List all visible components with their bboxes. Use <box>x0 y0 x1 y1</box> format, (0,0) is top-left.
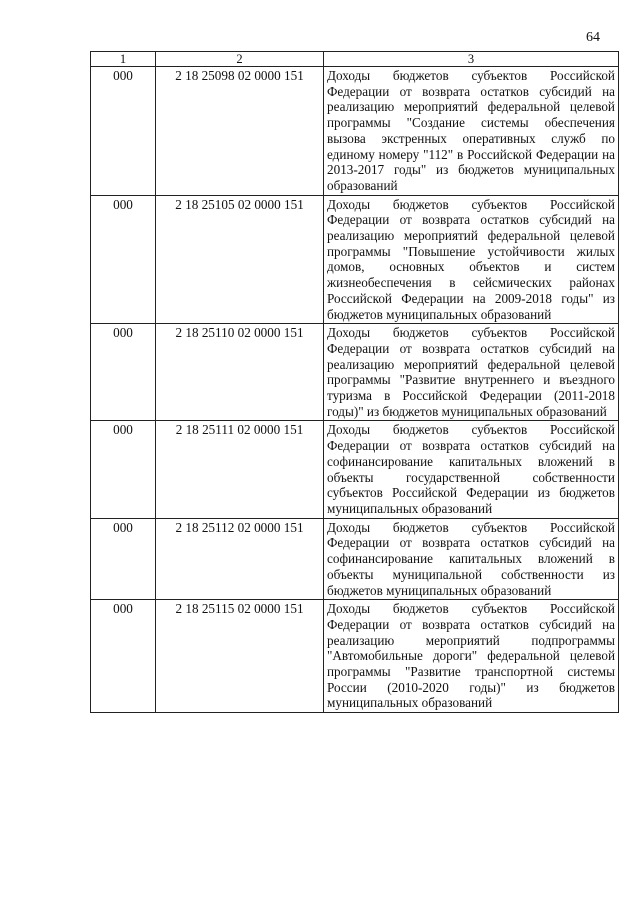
table-row <box>91 67 619 196</box>
revenue-code-cell: 2 18 25111 02 0000 151 <box>156 421 324 518</box>
table-row <box>91 195 619 324</box>
table-row <box>91 600 619 713</box>
table-row <box>91 324 619 421</box>
table-row <box>91 518 619 600</box>
admin-code-cell: 000 <box>91 421 156 518</box>
table-row <box>91 421 619 518</box>
revenue-codes-table <box>90 51 619 713</box>
description-cell: Доходы бюджетов субъектов Российской Федерации от возврата остатков субсидий на софинансирование капитальных вложений в объекты государственной собственности субъектов Российской Федерации из бюджетов муниципальных образований <box>324 421 619 518</box>
revenue-code-cell: 2 18 25110 02 0000 151 <box>156 324 324 421</box>
table-header <box>91 52 619 67</box>
table-body <box>91 67 619 713</box>
description-cell: Доходы бюджетов субъектов Российской Федерации от возврата остатков субсидий на софинансирование капитальных вложений в объекты муниципальной собственности из бюджетов муниципальных образований <box>324 518 619 600</box>
admin-code-cell: 000 <box>91 195 156 324</box>
admin-code-cell: 000 <box>91 67 156 196</box>
admin-code-cell: 000 <box>91 600 156 713</box>
revenue-code-cell: 2 18 25115 02 0000 151 <box>156 600 324 713</box>
header-column-1: 1 <box>91 52 156 67</box>
description-cell: Доходы бюджетов субъектов Российской Федерации от возврата остатков субсидий на реализацию мероприятий подпрограммы "Автомобильные дороги" федеральной целевой программы "Развитие транспортной системы России (2010-2020 годы)" из бюджетов муниципальных образований <box>324 600 619 713</box>
revenue-code-cell: 2 18 25112 02 0000 151 <box>156 518 324 600</box>
admin-code-cell: 000 <box>91 518 156 600</box>
admin-code-cell: 000 <box>91 324 156 421</box>
description-cell: Доходы бюджетов субъектов Российской Федерации от возврата остатков субсидий на реализацию мероприятий федеральной целевой программы "Создание системы обеспечения вызова экстренных оперативных служб по единому номеру "112" в Российской Федерации на 2013-2017 годы" из бюджетов муниципальных образований <box>324 67 619 196</box>
page-number: 64 <box>586 30 600 45</box>
header-column-2: 2 <box>156 52 324 67</box>
revenue-code-cell: 2 18 25105 02 0000 151 <box>156 195 324 324</box>
description-cell: Доходы бюджетов субъектов Российской Федерации от возврата остатков субсидий на реализацию мероприятий федеральной целевой программы "Развитие внутреннего и въездного туризма в Российской Федерации (2011-2018 годы)" из бюджетов муниципальных образований <box>324 324 619 421</box>
description-cell: Доходы бюджетов субъектов Российской Федерации от возврата остатков субсидий на реализацию мероприятий федеральной целевой программы "Повышение устойчивости жилых домов, основных объектов и систем жизнеобеспечения в сейсмических районах Российской Федерации на 2009-2018 годы" из бюджетов муниципальных образований <box>324 195 619 324</box>
table-header-row <box>91 52 619 67</box>
header-column-3: 3 <box>324 52 619 67</box>
revenue-code-cell: 2 18 25098 02 0000 151 <box>156 67 324 196</box>
